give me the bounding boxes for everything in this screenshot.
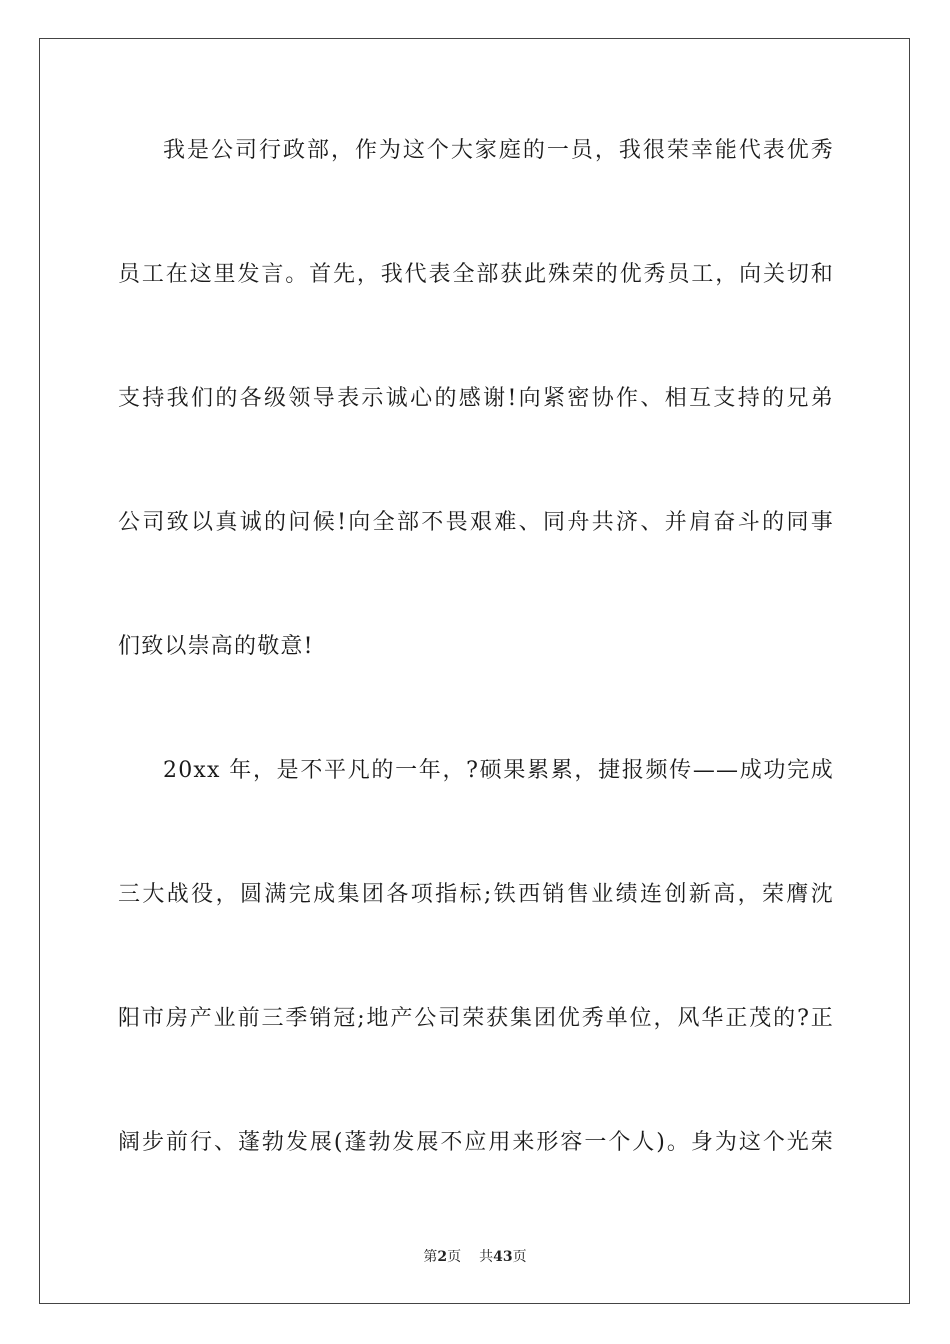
page-total-prefix: 共 bbox=[479, 1249, 494, 1265]
page-number-current: 2 bbox=[437, 1249, 448, 1265]
page-number-prefix: 第 bbox=[423, 1249, 438, 1265]
page-number-total: 43 bbox=[493, 1249, 513, 1265]
paragraph-line: 我是公司行政部，作为这个大家庭的一员，我很荣幸能代表优秀 bbox=[163, 138, 834, 163]
paragraph-line: 支持我们的各级领导表示诚心的感谢!向紧密协作、相互支持的兄弟 bbox=[118, 386, 834, 411]
paragraph-line: 三大战役，圆满完成集团各项指标;铁西销售业绩连创新高，荣膺沈 bbox=[118, 882, 834, 907]
page-footer bbox=[0, 1247, 950, 1267]
page-border bbox=[39, 38, 910, 1304]
paragraph-line: 阔步前行、蓬勃发展(蓬勃发展不应用来形容一个人)。身为这个光荣 bbox=[118, 1130, 834, 1155]
paragraph-line: 20xx 年，是不平凡的一年，?硕果累累，捷报频传——成功完成 bbox=[163, 758, 834, 783]
page-number-suffix: 页 bbox=[447, 1249, 462, 1265]
paragraph-line: 们致以崇高的敬意! bbox=[118, 634, 314, 659]
paragraph-line: 公司致以真诚的问候!向全部不畏艰难、同舟共济、并肩奋斗的同事 bbox=[118, 510, 834, 535]
page-total-suffix: 页 bbox=[512, 1249, 527, 1265]
paragraph-line: 员工在这里发言。首先，我代表全部获此殊荣的优秀员工，向关切和 bbox=[118, 262, 834, 287]
paragraph-line: 阳市房产业前三季销冠;地产公司荣获集团优秀单位，风华正茂的?正 bbox=[118, 1006, 834, 1031]
